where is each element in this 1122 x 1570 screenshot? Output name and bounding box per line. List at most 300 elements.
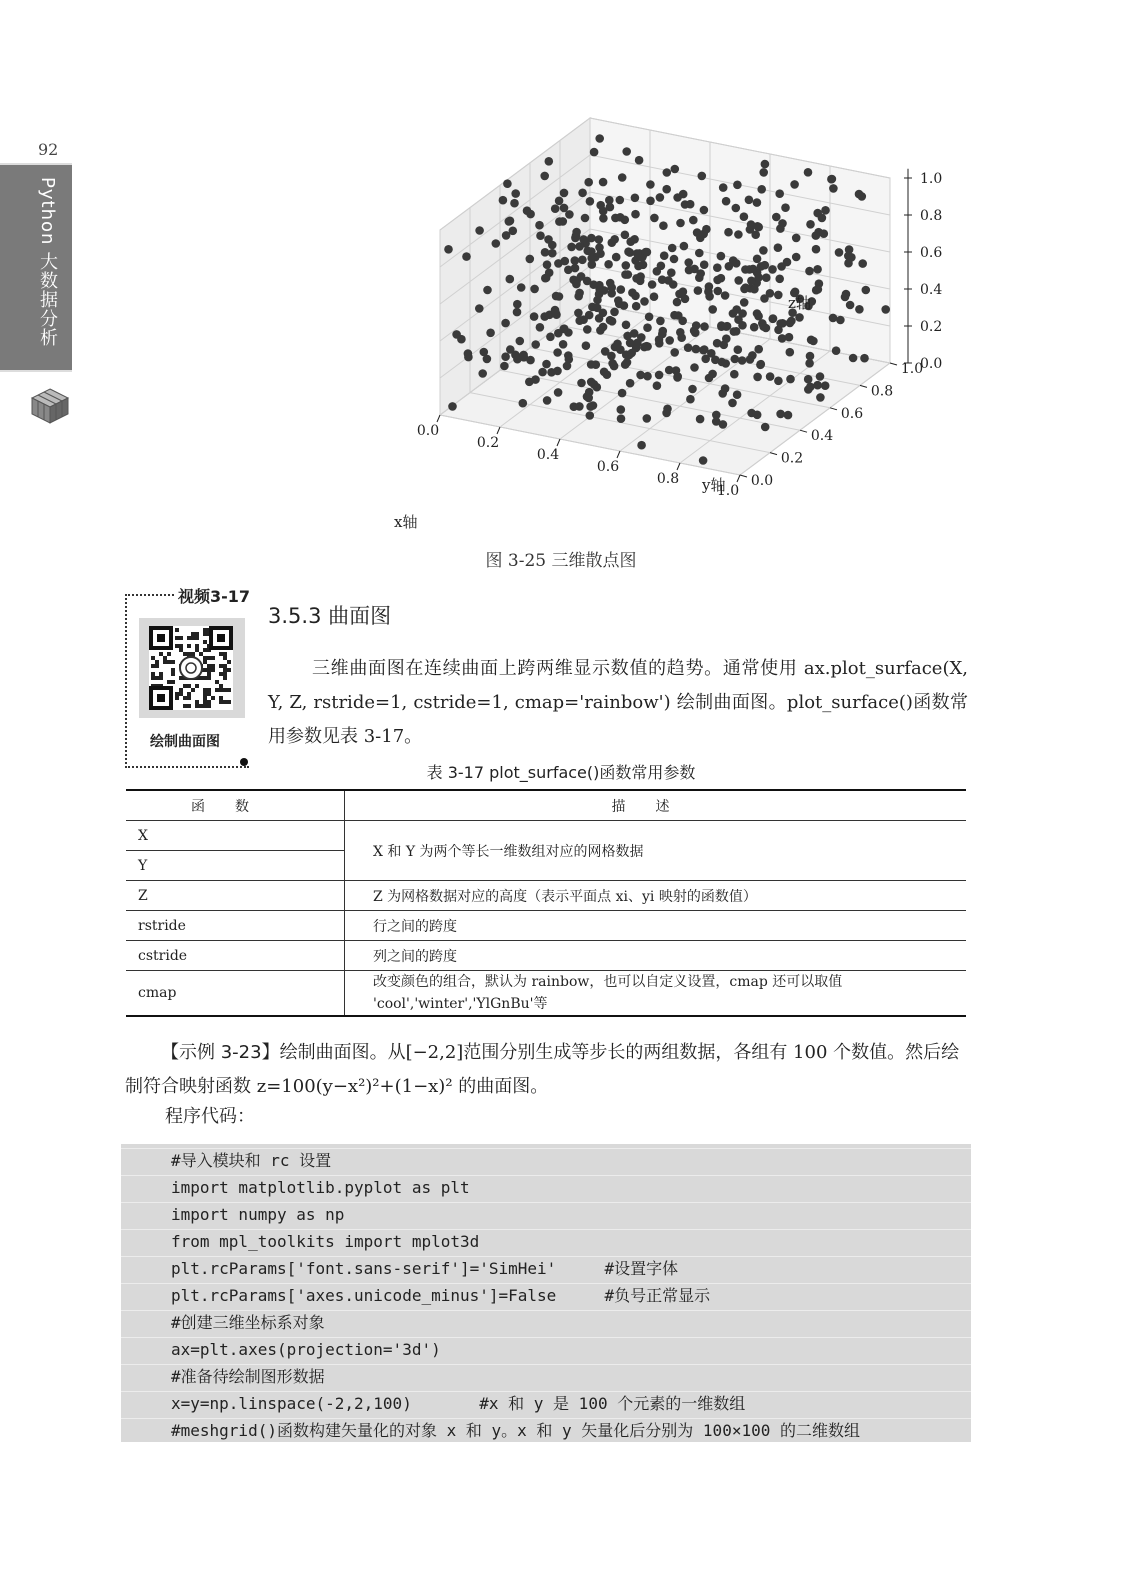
scatter-point (776, 410, 785, 419)
scatter-point (757, 185, 766, 194)
qr-module (187, 684, 191, 688)
scatter-point (734, 276, 743, 285)
scatter-point (714, 287, 723, 296)
qr-module (199, 676, 203, 680)
scatter-point (595, 235, 604, 244)
scatter-point (734, 230, 743, 239)
scatter-point (696, 415, 705, 424)
scatter-point (821, 206, 830, 215)
qr-module (203, 688, 207, 692)
scatter-point (713, 263, 722, 272)
x-tick-label: 0.8 (656, 471, 680, 487)
scatter-point (753, 198, 762, 207)
z-tick-label: 0.2 (920, 319, 943, 335)
code-line: plt.rcParams['axes.unicode_minus']=False #负号正常显示 (171, 1286, 711, 1305)
desc-cell: Z 为网格数据对应的高度（表示平面点 xi、yi 映射的函数值） (345, 881, 967, 911)
scatter-point (804, 375, 813, 384)
qr-module (199, 704, 203, 708)
scatter-point (621, 231, 630, 240)
table-header-desc: 描述 (345, 790, 967, 821)
scatter-point (769, 314, 778, 323)
table-header-param: 函数 (126, 790, 345, 821)
qr-module (203, 632, 207, 636)
scatter-point (786, 348, 795, 357)
scatter-point (633, 249, 642, 258)
scatter-point (617, 405, 626, 414)
scatter-point (658, 330, 667, 339)
scatter-point (618, 389, 627, 398)
scatter-point (517, 283, 526, 292)
z-axis-label: z轴 (788, 294, 811, 312)
qr-module (195, 632, 199, 636)
qr-module (211, 668, 215, 672)
x-tick-label: 0.4 (536, 447, 560, 463)
qr-module (171, 680, 175, 684)
scatter-point (679, 287, 688, 296)
qr-module (223, 664, 227, 668)
scatter-point (596, 249, 605, 258)
scatter-point (600, 368, 609, 377)
scatter-point (500, 362, 509, 371)
z-tick-label: 0.0 (920, 356, 943, 372)
scatter-point (526, 255, 535, 264)
scatter-point (814, 285, 823, 294)
scatter-point (692, 345, 701, 354)
table-row (126, 881, 966, 911)
scatter-point (792, 234, 801, 243)
qr-module (203, 692, 207, 696)
scatter-point (586, 411, 595, 420)
scatter-point (589, 401, 598, 410)
table-header-row (126, 790, 966, 821)
qr-module (187, 636, 191, 640)
qr-module (223, 700, 227, 704)
scatter-point (740, 285, 749, 294)
scatter-point (860, 354, 869, 363)
qr-module (199, 652, 203, 656)
qr-module (211, 656, 215, 660)
scatter-point (503, 179, 512, 188)
scatter-point (776, 224, 785, 233)
scatter-point (665, 336, 674, 345)
scatter-point (708, 305, 717, 314)
scatter-point (734, 345, 743, 354)
qr-code-icon[interactable] (139, 618, 245, 718)
scatter-point (806, 220, 815, 229)
scatter-point (595, 290, 604, 299)
scatter-point (835, 248, 844, 257)
scatter-point (717, 252, 726, 261)
scatter-point (555, 292, 564, 301)
scatter-point (478, 369, 487, 378)
cube-icon (28, 385, 72, 425)
qr-module (223, 668, 227, 672)
scatter-point (804, 168, 813, 177)
scatter-point (511, 189, 520, 198)
params-table (126, 789, 966, 1017)
scatter-point (501, 319, 510, 328)
scatter-point (676, 328, 685, 337)
scatter-point (640, 297, 649, 306)
scatter-point (731, 355, 740, 364)
scatter-point (646, 197, 655, 206)
qr-module (175, 696, 179, 700)
scatter-point (738, 309, 747, 318)
qr-module (203, 656, 207, 660)
scatter-point (536, 231, 545, 240)
scatter-point (554, 259, 563, 268)
scatter-point (858, 192, 867, 201)
scatter-point (523, 206, 532, 215)
scatter-point (592, 360, 601, 369)
y-tick-label: 0.6 (840, 405, 864, 422)
scatter-point (604, 260, 613, 269)
scatter-point (613, 340, 622, 349)
scatter-point (551, 309, 560, 318)
scatter-point (762, 273, 771, 282)
scatter-point (698, 172, 707, 181)
scatter-point (784, 411, 793, 420)
qr-module (223, 676, 227, 680)
code-line: import matplotlib.pyplot as plt (171, 1178, 470, 1197)
qr-module (171, 660, 175, 664)
qr-module (203, 648, 207, 652)
qr-module (207, 672, 211, 676)
scatter-point (620, 301, 629, 310)
code-line: #导入模块和 rc 设置 (171, 1151, 332, 1170)
scatter-point (730, 370, 739, 379)
scatter-point (621, 216, 630, 225)
qr-module (151, 664, 155, 668)
scatter-point (718, 389, 727, 398)
qr-module (187, 652, 191, 656)
scatter-point (499, 196, 508, 205)
scatter-point (516, 337, 525, 346)
x-tick-label: 0.2 (476, 435, 500, 451)
scatter-point (599, 178, 608, 187)
qr-module (183, 704, 187, 708)
qr-module (159, 676, 163, 680)
scatter-point (655, 371, 664, 380)
scatter-3d-chart (270, 130, 943, 550)
scatter-point (690, 363, 699, 372)
y-tick-label: 1.0 (900, 361, 924, 377)
x-tick (737, 475, 740, 482)
scatter-point (805, 267, 814, 276)
scatter-point (501, 352, 510, 361)
scatter-point (846, 301, 855, 310)
scatter-point (645, 313, 654, 322)
qr-module (195, 704, 199, 708)
scatter-point (673, 298, 682, 307)
scatter-point (622, 147, 631, 156)
scatter-point (750, 323, 759, 332)
qr-module (187, 644, 191, 648)
qr-module (155, 660, 159, 664)
scatter-point (816, 393, 825, 402)
scatter-point (618, 173, 627, 182)
scatter-point (806, 383, 815, 392)
scatter-point (572, 280, 581, 289)
code-line: x=y=np.linspace(-2,2,100) #x 和 y 是 100 个元素的一维数组 (171, 1394, 746, 1413)
y-tick-label: 0.8 (870, 383, 894, 400)
scatter-point (590, 380, 599, 389)
scatter-point (725, 262, 734, 271)
scatter-point (786, 319, 795, 328)
scatter-point (574, 309, 583, 318)
scatter-point (732, 327, 741, 336)
table-row (126, 941, 966, 971)
scatter-point (506, 345, 515, 354)
scatter-point (849, 354, 858, 363)
scatter-point (653, 381, 662, 390)
scatter-point (827, 175, 836, 184)
scatter-point (738, 356, 747, 365)
scatter-point (554, 388, 563, 397)
scatter-point (656, 317, 665, 326)
qr-module (155, 664, 159, 668)
y-tick-label: 0.4 (810, 428, 834, 445)
scatter-point (757, 360, 766, 369)
section-heading: 3.5.3 曲面图 (268, 604, 392, 628)
scatter-point (540, 172, 549, 181)
scatter-point (448, 402, 457, 411)
scatter-point (586, 197, 595, 206)
scatter-point (565, 210, 574, 219)
qr-module (171, 668, 175, 672)
scatter-point (492, 239, 501, 248)
qr-module (207, 664, 211, 668)
scatter-point (530, 285, 539, 294)
scatter-point (551, 204, 560, 213)
scatter-point (686, 200, 695, 209)
scatter-point (740, 212, 749, 221)
table-row (126, 971, 966, 1017)
scatter-point (775, 189, 784, 198)
scatter-point (530, 312, 539, 321)
scatter-point (616, 196, 625, 205)
qr-module (151, 656, 155, 660)
qr-module (203, 676, 207, 680)
code-line: ax=plt.axes(projection='3d') (171, 1340, 441, 1359)
scatter-point (612, 253, 621, 262)
qr-module (195, 700, 199, 704)
param-cell: cmap (126, 971, 345, 1017)
x-tick-label: 0.6 (596, 459, 620, 475)
qr-module (203, 668, 207, 672)
scatter-point (688, 385, 697, 394)
scatter-point (816, 372, 825, 381)
qr-module (167, 660, 171, 664)
qr-module (191, 632, 195, 636)
scatter-point (786, 375, 795, 384)
scatter-point (510, 199, 519, 208)
scatter-point (575, 316, 584, 325)
scatter-point (748, 351, 757, 360)
scatter-point (583, 325, 592, 334)
scatter-point (722, 322, 731, 331)
scatter-point (486, 329, 495, 338)
scatter-point (759, 168, 768, 177)
scatter-point (631, 210, 640, 219)
x-tick (557, 439, 560, 446)
qr-module (211, 664, 215, 668)
scatter-point (821, 381, 830, 390)
param-cell: cstride (126, 941, 345, 971)
y-tick (800, 430, 807, 432)
scatter-point (700, 322, 709, 331)
qr-module (207, 692, 211, 696)
scatter-point (766, 289, 775, 298)
scatter-point (624, 247, 633, 256)
scatter-point (559, 217, 568, 226)
scatter-point (775, 275, 784, 284)
qr-module (203, 660, 207, 664)
qr-module (183, 684, 187, 688)
scatter-point (475, 226, 484, 235)
scatter-point (753, 255, 762, 264)
scatter-point (766, 372, 775, 381)
scatter-point (747, 277, 756, 286)
scatter-point (506, 275, 515, 284)
qr-module (219, 684, 223, 688)
scatter-point (575, 402, 584, 411)
scatter-point (630, 235, 639, 244)
scatter-point (637, 441, 646, 450)
z-tick-label: 1.0 (920, 171, 943, 187)
qr-module (227, 668, 231, 672)
qr-module (223, 672, 227, 676)
code-line: import numpy as np (171, 1205, 345, 1224)
qr-module (203, 696, 207, 700)
scatter-point (881, 305, 890, 314)
scatter-point (660, 251, 669, 260)
qr-module (219, 700, 223, 704)
scatter-point (643, 414, 652, 423)
scatter-point (702, 225, 711, 234)
qr-module (219, 652, 223, 656)
x-tick (437, 415, 440, 422)
scatter-point (582, 341, 591, 350)
scatter-point (475, 304, 484, 313)
scatter-point (700, 345, 709, 354)
qr-module (151, 676, 155, 680)
scatter-point (567, 243, 576, 252)
z-tick-label: 0.6 (920, 245, 943, 261)
scatter-point (855, 305, 864, 314)
x-axis-label: x轴 (394, 513, 418, 531)
scatter-point (792, 253, 801, 262)
example-label: 【示例 3-23】 (161, 1042, 280, 1063)
scatter-point (699, 456, 708, 465)
z-tick-label: 0.4 (920, 282, 943, 298)
param-cell: X (126, 821, 345, 851)
scatter-point (721, 359, 730, 368)
code-block (121, 1144, 971, 1442)
scatter-point (559, 340, 568, 349)
scatter-point (631, 292, 640, 301)
scatter-point (553, 367, 562, 376)
scatter-point (606, 279, 615, 288)
scatter-point (555, 197, 564, 206)
scatter-point (695, 273, 704, 282)
scatter-point (631, 194, 640, 203)
scatter-point (785, 333, 794, 342)
scatter-point (668, 244, 677, 253)
scatter-point (844, 259, 853, 268)
qr-module (223, 652, 227, 656)
qr-module (179, 636, 183, 640)
qr-module (159, 652, 163, 656)
qr-module (175, 692, 179, 696)
scatter-point (671, 165, 680, 174)
scatter-point (659, 221, 668, 230)
scatter-point (656, 193, 665, 202)
qr-module (163, 656, 167, 660)
scatter-point (813, 209, 822, 218)
scatter-point (722, 197, 731, 206)
scatter-point (694, 286, 703, 295)
qr-module (207, 668, 211, 672)
qr-module (175, 636, 179, 640)
scatter-point (650, 292, 659, 301)
code-line: from mpl_toolkits import mplot3d (171, 1232, 480, 1251)
scatter-point (777, 262, 786, 271)
scatter-point (483, 355, 492, 364)
scatter-point (542, 360, 551, 369)
scatter-point (740, 298, 749, 307)
qr-module (187, 704, 191, 708)
param-cell: Y (126, 851, 345, 881)
desc-cell: 行之间的跨度 (345, 911, 967, 941)
y-tick (830, 408, 837, 410)
scatter-point (575, 242, 584, 251)
y-tick (860, 385, 867, 387)
qr-module (207, 704, 211, 708)
scatter-point (519, 399, 528, 408)
scatter-point (606, 316, 615, 325)
x-tick-label: 1.0 (716, 483, 740, 499)
chapter-side-tab-label: Python 大数据分析 (37, 177, 58, 348)
qr-module (207, 676, 211, 680)
scatter-point (543, 396, 552, 405)
y-axis-label: y轴 (702, 476, 726, 494)
scatter-point (809, 337, 818, 346)
scatter-point (700, 206, 709, 215)
qr-module (171, 672, 175, 676)
scatter-point (578, 189, 587, 198)
scatter-point (452, 330, 461, 339)
figure-caption: 图 3-25 三维散点图 (485, 551, 637, 571)
scatter-point (565, 355, 574, 364)
qr-module (195, 648, 199, 652)
y-tick (740, 475, 747, 477)
scatter-point (536, 323, 545, 332)
scatter-point (774, 291, 783, 300)
scatter-point (571, 256, 580, 265)
scatter-point (732, 204, 741, 213)
scatter-point (662, 185, 671, 194)
qr-module (227, 660, 231, 664)
scatter-point (622, 321, 631, 330)
scatter-point (712, 411, 721, 420)
scatter-point (774, 377, 783, 386)
scatter-point (685, 266, 694, 275)
scatter-point (670, 311, 679, 320)
qr-module (195, 636, 199, 640)
scatter-point (577, 379, 586, 388)
code-line: plt.rcParams['font.sans-serif']='SimHei' #设置字体 (171, 1259, 679, 1278)
